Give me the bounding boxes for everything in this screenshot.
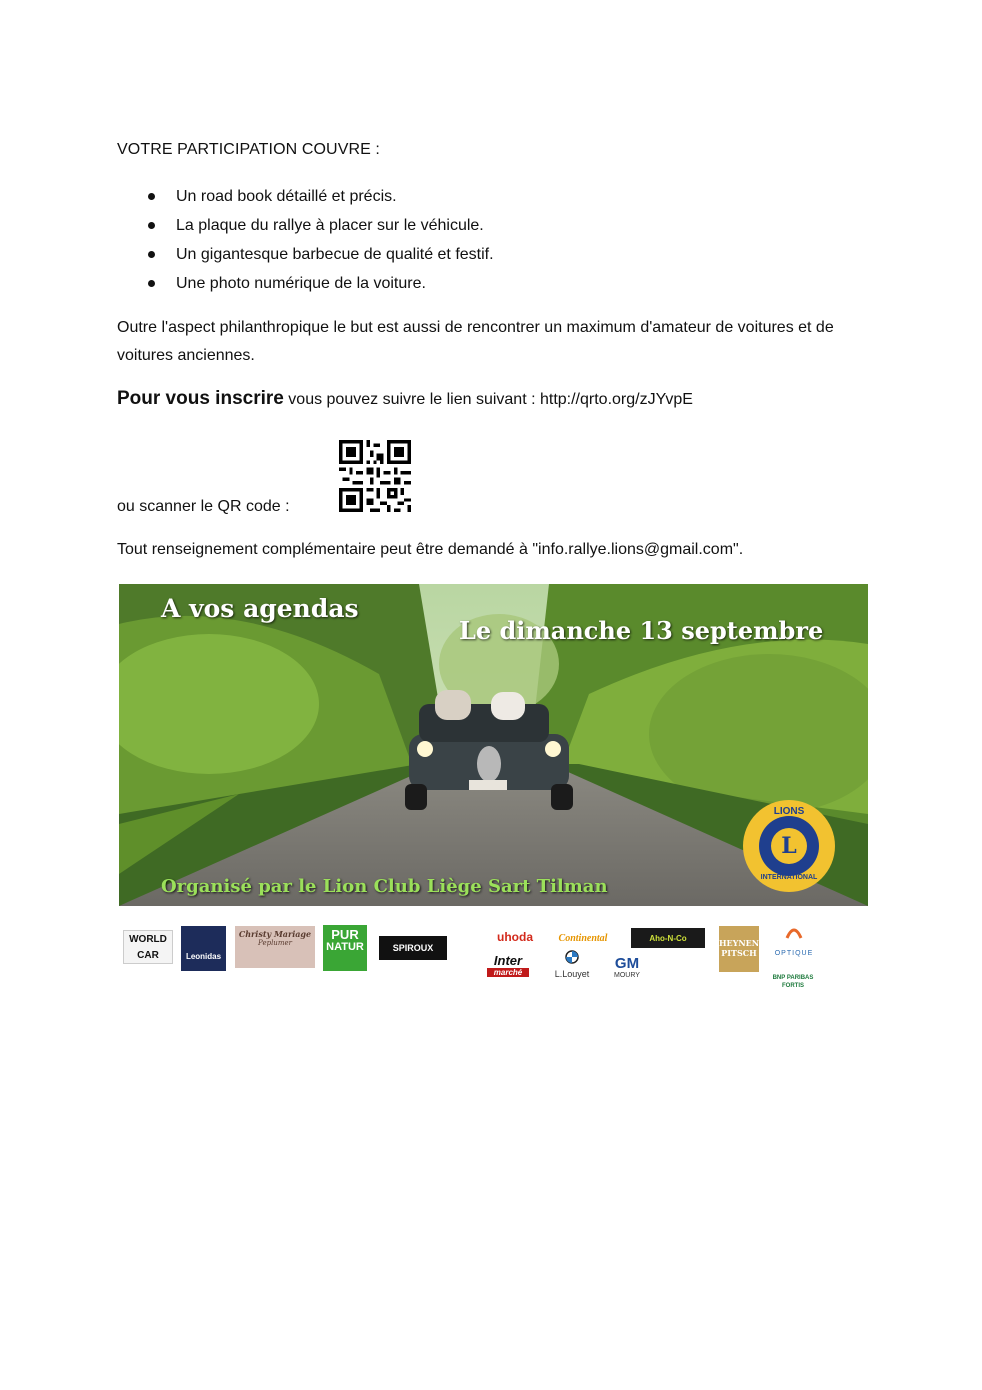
list-item: [117, 240, 494, 269]
qr-code-icon[interactable]: [339, 440, 411, 512]
purnatur-text: PUR: [331, 927, 359, 942]
banner-bottom-title: Organisé par le Lion Club Liège Sart Tilman: [161, 876, 608, 897]
spiroux-text: SPIROUX: [392, 943, 434, 953]
christy-subtext: Peplumer: [258, 939, 292, 947]
christy-logo: [235, 926, 315, 968]
bnp-logo: [763, 974, 823, 998]
contact-line: Tout renseignement complémentaire peut être demandé à "info.rallye.lions@gmail.com".: [117, 541, 744, 558]
list-item-text: Un road book détaillé et précis.: [176, 188, 397, 205]
register-line: [117, 388, 693, 410]
bnp-text: BNP PARIBAS FORTIS: [772, 975, 814, 989]
lions-logo-letter: L: [781, 833, 797, 859]
optique-text: OPTIQUE: [774, 950, 814, 957]
sponsor-logos: [119, 920, 839, 1010]
list-item: [117, 182, 494, 211]
list-item-text: La plaque du rallye à placer sur le véhicule.: [176, 217, 484, 234]
register-bold: Pour vous inscrire: [117, 388, 284, 409]
continental-logo: [551, 928, 615, 946]
scan-label: ou scanner le QR code :: [117, 498, 290, 515]
bullet-icon: [148, 222, 155, 229]
worldcar-text: WORLD CAR: [129, 934, 167, 961]
louyet-text: L.Louyet: [554, 969, 590, 979]
intermarche-subtext: marché: [487, 968, 529, 977]
list-item: [117, 211, 494, 240]
banner-left-title: A vos agendas: [161, 594, 359, 623]
banner-right-title: Le dimanche 13 septembre: [459, 616, 824, 645]
bullet-icon: [148, 280, 155, 287]
christy-text: Christy Mariage: [238, 929, 312, 939]
lions-logo-bottom-text: INTERNATIONAL: [760, 874, 818, 881]
lions-logo-top-text: LIONS: [773, 806, 805, 817]
heynen-text: HEYNEN: [719, 938, 759, 948]
purnatur-subtext: NATUR: [326, 941, 364, 953]
list-item: [117, 269, 494, 298]
intermarche-logo: [487, 954, 529, 988]
continental-text: Continental: [558, 933, 608, 944]
event-banner: [119, 584, 868, 906]
optique-logo: [769, 924, 819, 964]
ahonco-logo: [631, 928, 705, 948]
louyet-logo: [547, 950, 597, 984]
heynen-subtext: PITSCH: [721, 948, 757, 958]
intro-paragraph: Outre l'aspect philanthropique le but est aussi de rencontrer un maximum d'amateur de voitures et de voitures anciennes.: [117, 319, 834, 364]
intermarche-text: Inter: [493, 954, 523, 968]
bmw-icon: [565, 950, 579, 964]
spiroux-logo: [379, 936, 447, 960]
participation-list: [117, 182, 494, 298]
leonidas-logo: [181, 926, 226, 971]
bullet-icon: [148, 193, 155, 200]
participation-heading: VOTRE PARTICIPATION COUVRE :: [117, 141, 380, 158]
bullet-icon: [148, 251, 155, 258]
worldcar-logo: [123, 930, 173, 964]
purnatur-logo: [323, 925, 367, 971]
moury-subtext: MOURY: [614, 972, 640, 979]
list-item-text: Une photo numérique de la voiture.: [176, 275, 426, 292]
optique-icon: [783, 924, 805, 942]
moury-logo: [609, 956, 645, 988]
ahonco-text: Aho-N-Co: [649, 934, 687, 943]
list-item-text: Un gigantesque barbecue de qualité et festif.: [176, 246, 494, 263]
register-link-text[interactable]: vous pouvez suivre le lien suivant : http://qrto.org/zJYvpE: [283, 391, 693, 408]
leonidas-text: Leonidas: [185, 952, 222, 961]
heynen-logo: [719, 926, 759, 972]
uhoda-logo: [491, 928, 539, 946]
moury-text: GM: [614, 956, 640, 972]
uhoda-text: uhoda: [497, 930, 533, 944]
